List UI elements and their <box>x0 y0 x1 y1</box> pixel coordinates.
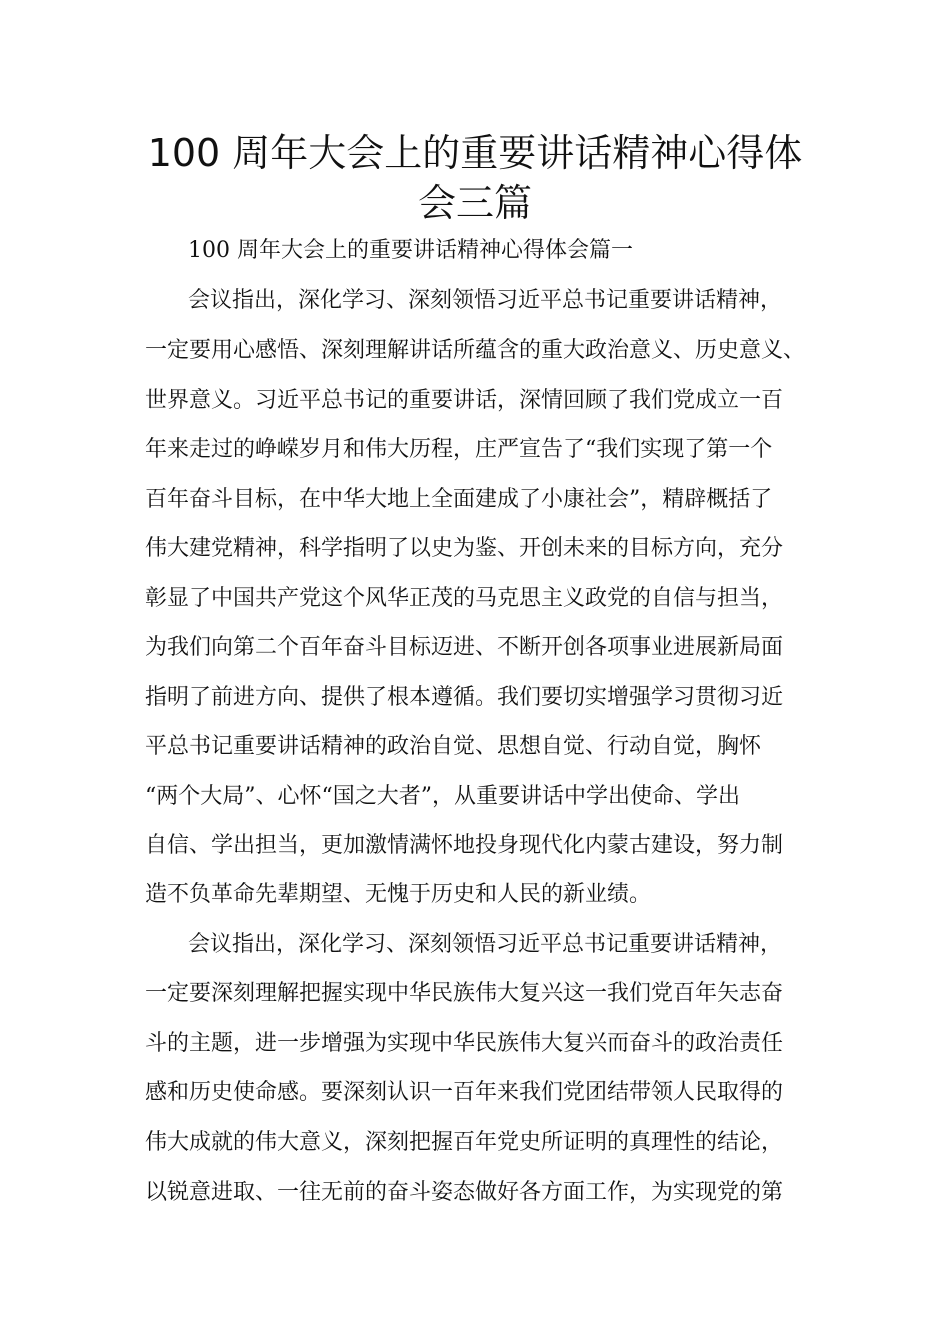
paragraph-2-line-5: 伟大成就的伟大意义，深刻把握百年党史所证明的真理性的结论， <box>145 1130 784 1155</box>
paragraph-2-line-1: 会议指出，深化学习、深刻领悟习近平总书记重要讲话精神， <box>188 932 783 957</box>
paragraph-1-line-4: 年来走过的峥嵘岁月和伟大历程，庄严宣告了“我们实现了第一个 <box>145 437 773 462</box>
paragraph-1-line-2: 一定要用心感悟、深刻理解讲话所蕴含的重大政治意义、历史意义、 <box>145 338 806 363</box>
paragraph-1-line-12: 自信、学出担当，更加激情满怀地投身现代化内蒙古建设，努力制 <box>145 833 784 858</box>
paragraph-1-line-13: 造不负革命先辈期望、无愧于历史和人民的新业绩。 <box>145 882 652 907</box>
paragraph-1-line-7: 彰显了中国共产党这个风华正茂的马克思主义政党的自信与担当， <box>145 586 784 611</box>
paragraph-1-line-6: 伟大建党精神，科学指明了以史为鉴、开创未来的目标方向，充分 <box>145 536 784 561</box>
paragraph-1-line-1: 会议指出，深化学习、深刻领悟习近平总书记重要讲话精神， <box>188 288 783 313</box>
paragraph-1-line-10: 平总书记重要讲话精神的政治自觉、思想自觉、行动自觉，胸怀 <box>145 734 762 759</box>
paragraph-2-line-2: 一定要深刻理解把握实现中华民族伟大复兴这一我们党百年矢志奋 <box>145 981 784 1006</box>
paragraph-1-line-3: 世界意义。习近平总书记的重要讲话，深情回顾了我们党成立一百 <box>145 388 784 413</box>
paragraph-2-line-3: 斗的主题，进一步增强为实现中华民族伟大复兴而奋斗的政治责任 <box>145 1031 784 1056</box>
document-title-line-2: 会三篇 <box>417 181 532 225</box>
paragraph-2-line-4: 感和历史使命感。要深刻认识一百年来我们党团结带领人民取得的 <box>145 1080 784 1105</box>
paragraph-1-line-11: “两个大局”、心怀“国之大者”，从重要讲话中学出使命、学出 <box>145 784 740 809</box>
paragraph-1-line-8: 为我们向第二个百年奋斗目标迈进、不断开创各项事业进展新局面 <box>145 635 784 660</box>
paragraph-1-line-9: 指明了前进方向、提供了根本遵循。我们要切实增强学习贯彻习近 <box>145 685 784 710</box>
paragraph-2-line-6: 以锐意进取、一往无前的奋斗姿态做好各方面工作，为实现党的第 <box>145 1180 784 1205</box>
section-subtitle: 100 周年大会上的重要讲话精神心得体会篇一 <box>188 238 633 263</box>
document-title-line-1: 100 周年大会上的重要讲话精神心得体 <box>147 131 803 175</box>
paragraph-1-line-5: 百年奋斗目标，在中华大地上全面建成了小康社会”，精辟概括了 <box>145 487 773 512</box>
